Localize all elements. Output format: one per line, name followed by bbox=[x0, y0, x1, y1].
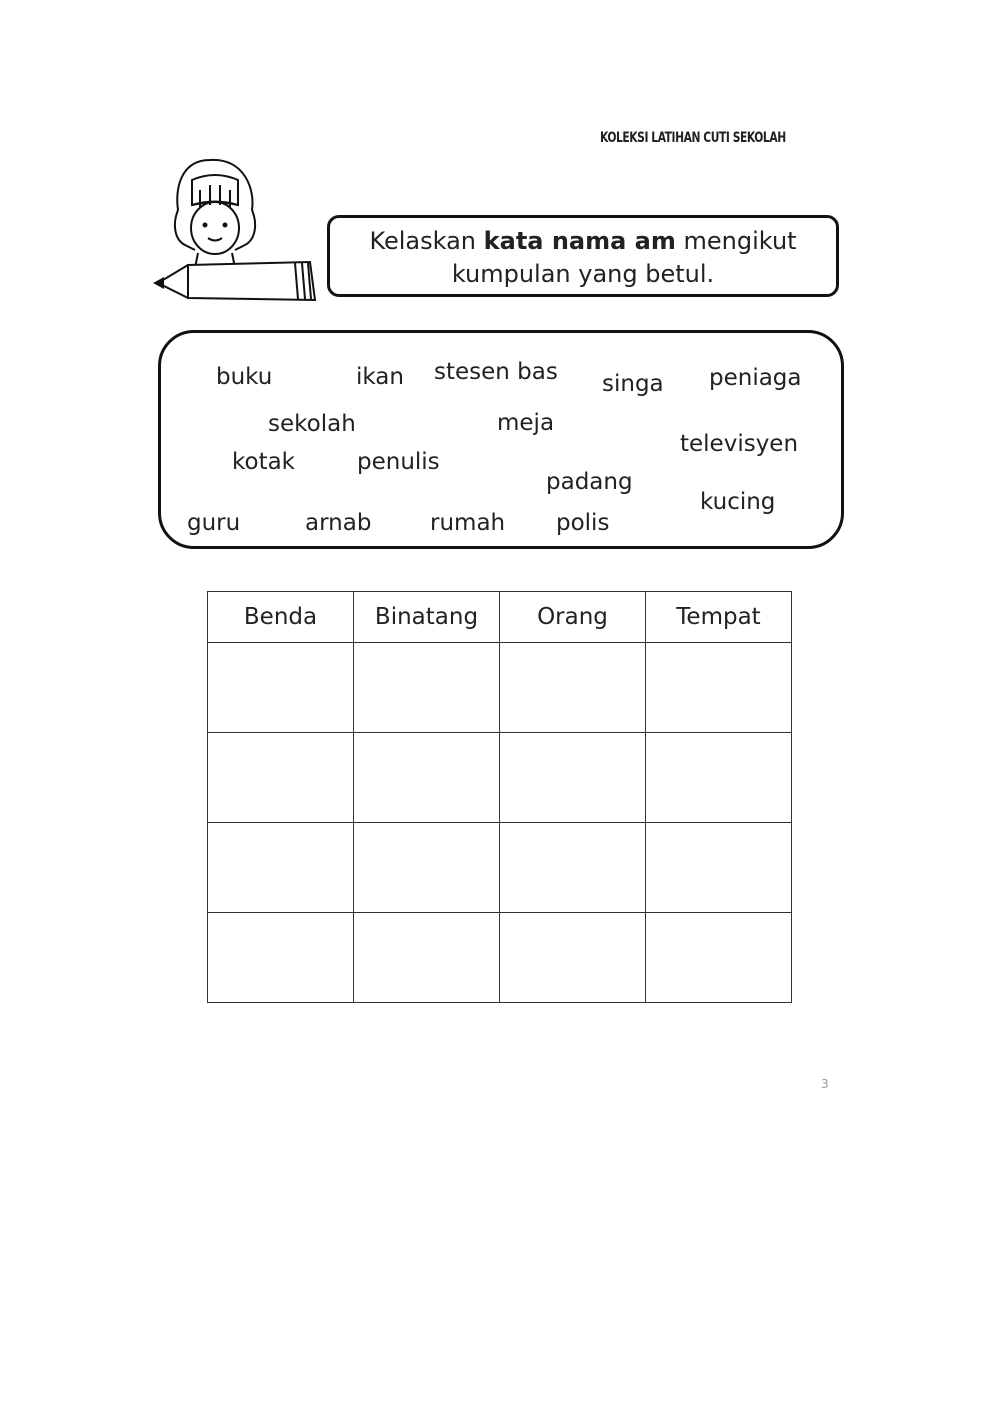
answer-cell[interactable] bbox=[208, 823, 354, 913]
instruction-bold: kata nama am bbox=[483, 227, 676, 255]
table-row bbox=[208, 733, 792, 823]
word-item: meja bbox=[497, 410, 555, 436]
word-item: ikan bbox=[356, 364, 404, 390]
column-header-benda: Benda bbox=[208, 592, 354, 643]
column-header-binatang: Binatang bbox=[354, 592, 500, 643]
answer-cell[interactable] bbox=[646, 823, 792, 913]
table-row bbox=[208, 823, 792, 913]
column-header-orang: Orang bbox=[500, 592, 646, 643]
answer-cell[interactable] bbox=[500, 823, 646, 913]
answer-cell[interactable] bbox=[354, 643, 500, 733]
answer-cell[interactable] bbox=[354, 733, 500, 823]
table-header-row bbox=[208, 592, 792, 643]
word-item: arnab bbox=[305, 510, 372, 536]
answer-cell[interactable] bbox=[208, 733, 354, 823]
word-item: kotak bbox=[232, 449, 296, 475]
answer-cell[interactable] bbox=[208, 643, 354, 733]
answer-cell[interactable] bbox=[500, 733, 646, 823]
classification-table bbox=[207, 591, 792, 1003]
answer-cell[interactable] bbox=[354, 823, 500, 913]
word-bank bbox=[158, 330, 844, 549]
table-row bbox=[208, 643, 792, 733]
word-item: televisyen bbox=[680, 431, 799, 457]
word-item: peniaga bbox=[709, 365, 802, 391]
word-item: guru bbox=[187, 510, 241, 536]
instruction-box bbox=[327, 215, 839, 297]
instruction-text-after: mengikut bbox=[675, 227, 797, 255]
word-item: stesen bas bbox=[434, 359, 558, 385]
answer-cell[interactable] bbox=[500, 913, 646, 1003]
word-item: penulis bbox=[357, 449, 440, 475]
table-row bbox=[208, 913, 792, 1003]
answer-cell[interactable] bbox=[208, 913, 354, 1003]
answer-cell[interactable] bbox=[646, 643, 792, 733]
answer-cell[interactable] bbox=[354, 913, 500, 1003]
answer-cell[interactable] bbox=[646, 733, 792, 823]
word-item: buku bbox=[216, 364, 273, 390]
instruction-text: Kelaskan bbox=[369, 227, 484, 255]
word-item: kucing bbox=[700, 489, 776, 515]
answer-cell[interactable] bbox=[500, 643, 646, 733]
word-item: sekolah bbox=[268, 411, 356, 437]
word-item: padang bbox=[546, 469, 633, 495]
worksheet-header: KOLEKSI LATIHAN CUTI SEKOLAH bbox=[600, 130, 786, 146]
girl-with-pencil-illustration bbox=[150, 150, 335, 305]
column-header-tempat: Tempat bbox=[646, 592, 792, 643]
word-item: singa bbox=[602, 371, 664, 397]
answer-cell[interactable] bbox=[646, 913, 792, 1003]
word-item: polis bbox=[556, 510, 610, 536]
instruction-line2: kumpulan yang betul. bbox=[451, 260, 715, 288]
page-number: 3 bbox=[821, 1077, 829, 1091]
word-item: rumah bbox=[430, 510, 506, 536]
